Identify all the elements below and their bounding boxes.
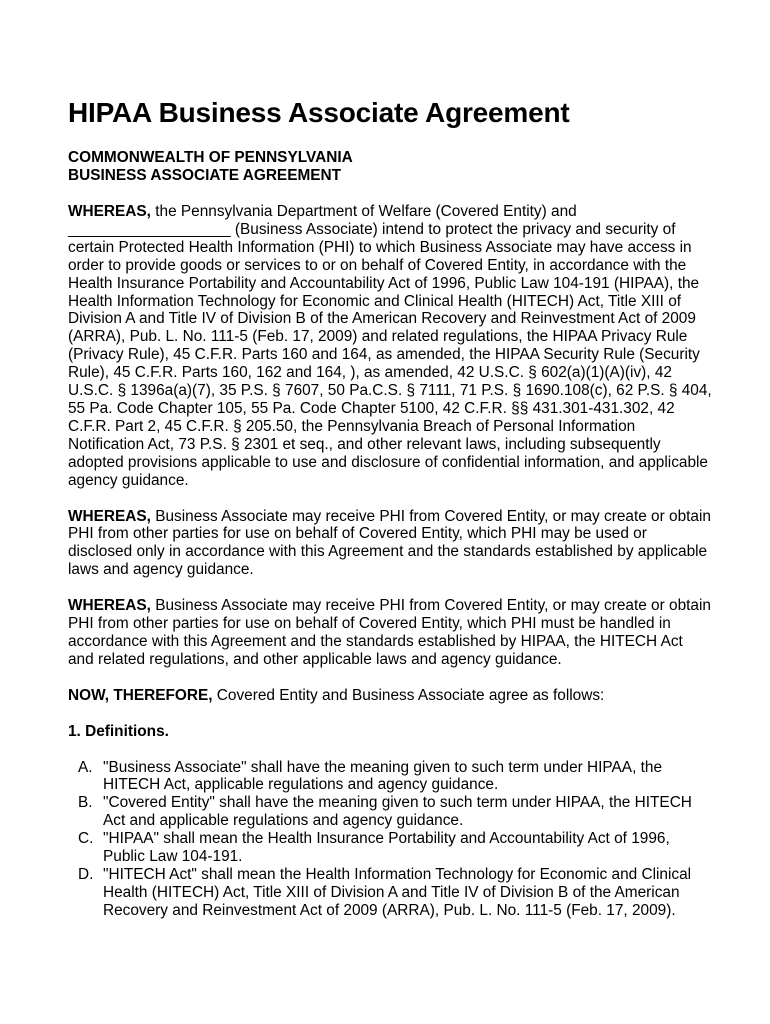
definition-text-d: "HITECH Act" shall mean the Health Information Technology for Economic and Clinical Health (HITECH) Act, Title XIII of Division A and Title IV of Division B of the American Recovery and Reinvestment Act of 2009 (ARRA), Pub. L. No. 111-5 (Feb. 17, 2009).	[103, 866, 692, 919]
definition-item-b	[78, 794, 712, 830]
definition-marker-c: C.	[78, 830, 94, 848]
now-therefore-text: Covered Entity and Business Associate agree as follows:	[212, 686, 605, 704]
now-therefore-keyword: NOW, THEREFORE,	[68, 686, 213, 704]
whereas-paragraph-1	[68, 203, 712, 490]
now-therefore-paragraph	[68, 687, 712, 705]
whereas-paragraph-2-text: Business Associate may receive PHI from Covered Entity, or may create or obtain PHI from other parties for use on behalf of Covered Entity, which PHI may be used or disclosed only in accordance with this Agreement and the standards established by applicable laws and agency guidance.	[68, 507, 711, 579]
whereas-keyword-2: WHEREAS,	[68, 507, 151, 525]
document-subtitle	[68, 149, 712, 185]
whereas-paragraph-2	[68, 508, 712, 580]
whereas-paragraph-3	[68, 597, 712, 669]
subtitle-line-agreement: BUSINESS ASSOCIATE AGREEMENT	[68, 167, 342, 184]
definition-item-d	[78, 866, 712, 920]
definition-item-c	[78, 830, 712, 866]
definition-text-b: "Covered Entity" shall have the meaning given to such term under HIPAA, the HITECH Act and applicable regulations and agency guidance.	[103, 794, 692, 830]
document-title: HIPAA Business Associate Agreement	[68, 97, 570, 128]
definitions-list	[68, 759, 712, 920]
subtitle-line-commonwealth: COMMONWEALTH OF PENNSYLVANIA	[68, 149, 353, 166]
definition-marker-b: B.	[78, 794, 93, 812]
section-heading-definitions: 1. Definitions.	[68, 722, 169, 740]
whereas-paragraph-1-text: the Pennsylvania Department of Welfare (Covered Entity) and ___________________ (Business Associate) intend to protect the privacy and security of certain Protected Health Information (PHI) to which Business Associate may have access in order to provide goods or services to or on behalf of Covered Entity, in accordance with the Health Insurance Portability and Accountability Act of 1996, Public Law 104-191 (HIPAA), the Health Information Technology for Economic and Clinical Health (HITECH) Act, Title XIII of Division A and Title IV of Division B of the American Recovery and Reinvestment Act of 2009 (ARRA), Pub. L. No. 111-5 (Feb. 17, 2009) and related regulations, the HIPAA Privacy Rule (Privacy Rule), 45 C.F.R. Parts 160 and 164, as amended, the HIPAA Security Rule (Security Rule), 45 C.F.R. Parts 160, 162 and 164, ), as amended, 42 U.S.C. § 602(a)(1)(A)(iv), 42 U.S.C. § 1396a(a)(7), 35 P.S. § 7607, 50 Pa.C.S. § 7111, 71 P.S. § 1690.108(c), 62 P.S. § 404, 55 Pa. Code Chapter 105, 55 Pa. Code Chapter 5100, 42 C.F.R. §§ 431.301-431.302, 42 C.F.R. Part 2, 45 C.F.R. § 205.50, the Pennsylvania Breach of Personal Information Notification Act, 73 P.S. § 2301 et seq., and other relevant laws, including subsequently adopted provisions applicable to use and disclosure of confidential information, and applicable agency guidance.	[68, 203, 712, 489]
definition-marker-d: D.	[78, 866, 94, 883]
definition-text-a: "Business Associate" shall have the meaning given to such term under HIPAA, the HITECH Act, applicable regulations and agency guidance.	[103, 758, 663, 794]
definition-item-a	[78, 759, 712, 795]
definition-marker-a: A.	[78, 758, 93, 776]
whereas-keyword-3: WHEREAS,	[68, 597, 151, 615]
definition-text-c: "HIPAA" shall mean the Health Insurance Portability and Accountability Act of 1996, Public Law 104-191.	[103, 830, 670, 866]
whereas-paragraph-3-text: Business Associate may receive PHI from Covered Entity, or may create or obtain PHI from other parties for use on behalf of Covered Entity, which PHI must be handled in accordance with this Agreement and the standards established by HIPAA, the HITECH Act and related regulations, and other applicable laws and agency guidance.	[68, 597, 711, 668]
whereas-keyword-1: WHEREAS,	[68, 203, 151, 220]
